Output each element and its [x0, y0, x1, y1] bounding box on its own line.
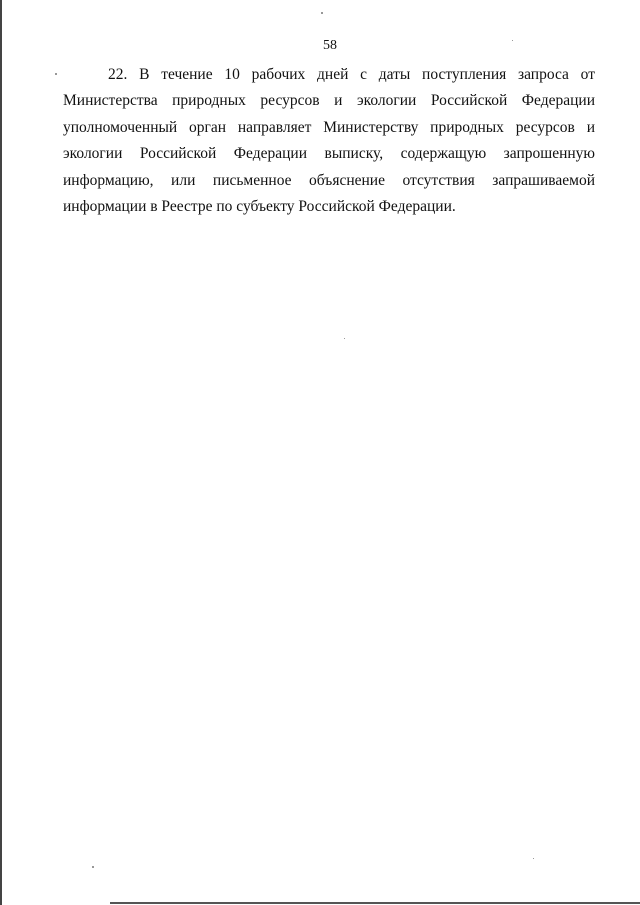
body-paragraph: 22. В течение 10 рабочих дней с даты поступления запроса от Министерства природных ресурсов и экологии Российской Федерации уполномоченный орган направляет Министерству природных ресурсов и экологии Российской Федерации выписку, содержащую запрошенную информацию, или письменное объяснение отсутствия запрашиваемой информации в Реестре по субъекту Российской Федерации.	[63, 66, 595, 216]
page-number: 58	[323, 38, 337, 53]
scan-edge-bottom	[110, 902, 640, 904]
scan-edge-left	[0, 0, 2, 905]
scan-speck	[533, 858, 534, 859]
scan-speck	[344, 338, 345, 339]
scan-speck	[92, 866, 94, 868]
scan-speck	[55, 73, 57, 75]
scan-speck	[321, 12, 323, 14]
scan-speck	[512, 40, 513, 41]
